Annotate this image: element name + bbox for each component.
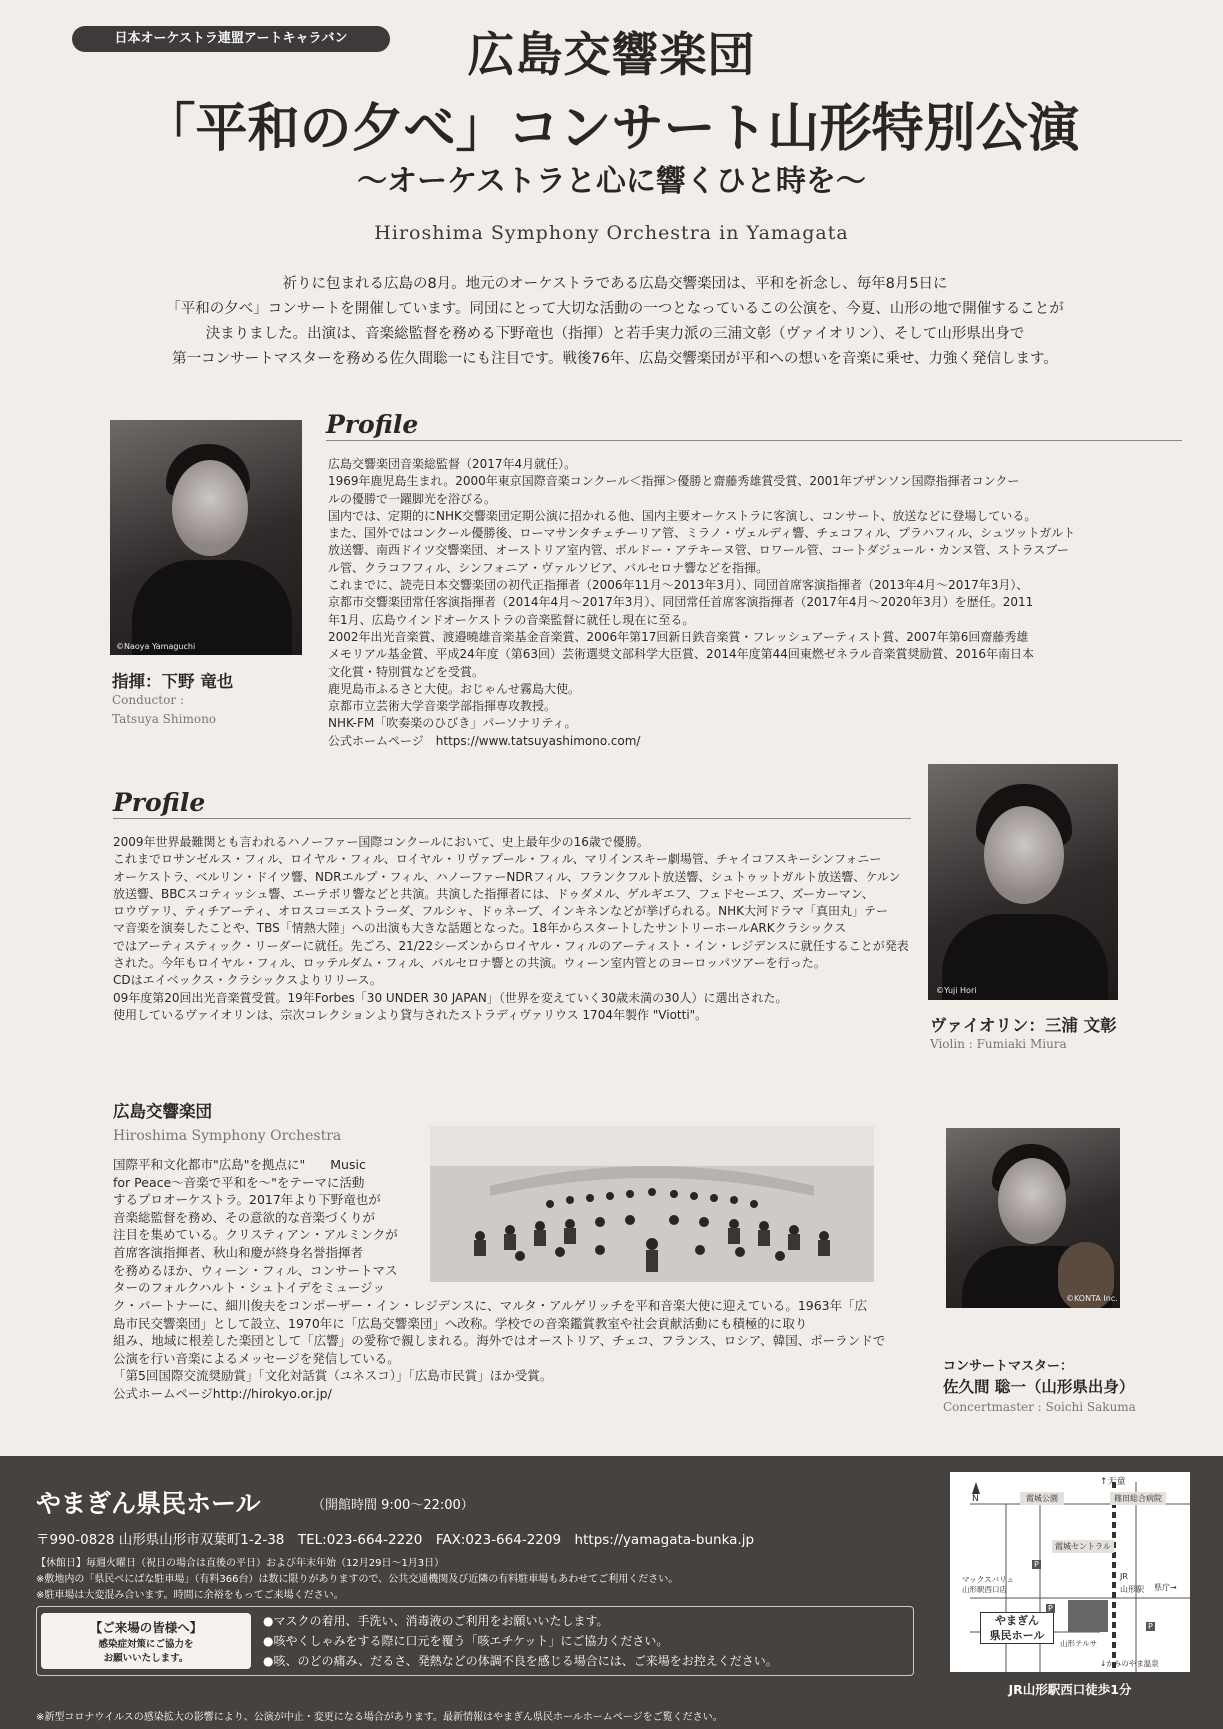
english-title: Hiroshima Symphony Orchestra in Yamagata (374, 222, 849, 244)
bio-line: 京都市交響楽団常任客演指揮者（2014年4月〜2017年3月）、同団常任首席客演指揮者（2017年4月〜2020年3月）を歴任。2011 (328, 595, 1034, 610)
parking-icon: P (1148, 1622, 1153, 1631)
map-label-maxvalu-store: 山形駅西口店 (962, 1585, 1007, 1594)
notice-items (263, 1611, 911, 1671)
notice-subheading: 感染症対策にご協力を (98, 1639, 194, 1650)
bio-line: 注目を集めている。クリスティアン・アルミンクが (113, 1227, 398, 1243)
bio-line: マ音楽を演奏したことや、TBS「情熱大陸」への出演も大きな話題となった。18年からスタートしたサントリーホールARKクラシックス (113, 921, 847, 936)
intro-line: 第一コンサートマスターを務める佐久間聡一にも注目です。戦後76年、広島交響楽団が平和への想いを音楽に乗せ、力強く発信します。 (172, 351, 1058, 367)
venue-address: 〒990-0828 山形県山形市双葉町1-2-38 TEL:023-664-2220 FAX:023-664-2209 https://yamagata-bunka.jp (36, 1532, 755, 1548)
map-label-hospital: 篠田総合病院 (1110, 1492, 1166, 1505)
orchestra-english-name: Hiroshima Symphony Orchestra (113, 1128, 342, 1144)
divider (113, 818, 911, 819)
bio-line: するプロオーケストラ。2017年より下野竜也が (113, 1192, 381, 1208)
bio-line: 2009年世界最難関とも言われるハノーファー国際コンクールにおいて、史上最年少の16歳で優勝。 (113, 835, 649, 849)
bio-line: 09年度第20回出光音楽賞受賞。19年Forbes「30 UNDER 30 JAPAN」（世界を変えていく30歳未満の30人）に選出された。 (113, 990, 788, 1005)
bio-line: これまでに、読売日本交響楽団の初代正指揮者（2006年11月〜2013年3月）、同団首席客演指揮者（2013年4月〜2017年3月）、 (328, 578, 1029, 593)
bio-line: 組み、地域に根差した楽団として「広響」の愛称で親しまれる。海外ではオーストリア、チェコ、フランス、ロシア、韓国、ポーランドで (113, 1333, 886, 1349)
bio-line: ではアーティスティック・リーダーに就任。先ごろ、21/22シーズンからロイヤル・フィルのアーティスト・イン・レジデンスに就任することが発表された。今年もロイヤル・フィル、ロッテルダム・フィル、バルセロナ響との共演。ウィーン室内管とのヨーロッパツアーを行った。 (113, 938, 909, 971)
bio-line: また、国外ではコンクール優勝後、ローマサンタチェチーリア管、ミラノ・ヴェルディ響、チェコフィル、プラハフィル、シュツットガルト (328, 526, 1076, 541)
bio-line: 「第5回国際交流奨励賞」「文化対話賞（ユネスコ）」「広島市民賞」ほか受賞。 (113, 1368, 553, 1384)
violinist-profile-heading: Profile (113, 788, 206, 817)
violinist-photo-credit: ©Yuji Hori (936, 986, 977, 995)
bio-line: 公式ホームページhttp://hirokyo.or.jp/ (113, 1385, 332, 1401)
bio-line: ル管、クラコフフィル、シンフォニア・ヴァルソビア、バルセロナ響などを指揮。 (328, 560, 769, 575)
bio-line: 2002年出光音楽賞、渡邉曉雄音楽基金音楽賞、2006年第17回新日鉄音楽賞・フレッシュアーティスト賞、2007年第6回齋藤秀雄 (328, 629, 1029, 644)
bio-line: 鹿児島市ふるさと大使。おじゃんせ霧島大使。 (328, 681, 581, 696)
concertmaster-role: コンサートマスター： (943, 1359, 1074, 1374)
intro-text (100, 272, 1130, 372)
conductor-english-name: Tatsuya Shimono (112, 712, 217, 726)
bio-line: 放送響、南西ドイツ交響楽団、オーストリア室内管、ボルドー・アテキーヌ管、ロワール管、コートダジュール・カンヌ管、ストラスブー (328, 543, 1069, 558)
map-label-park: 霞城公園 (1020, 1492, 1064, 1505)
bio-line: NHK-FM「吹奏楽のひびき」パーソナリティ。 (328, 716, 577, 731)
map-label-hall (980, 1612, 1054, 1644)
series-badge: 日本オーケストラ連盟アートキャラバン (72, 26, 390, 52)
notice-subheading: お願いいたします。 (103, 1653, 189, 1664)
bio-line: 公式ホームページ https://www.tatsuyashimono.com/ (328, 733, 641, 748)
concertmaster-photo-credit: ©KONTA Inc. (1066, 1294, 1118, 1303)
venue-hours: （開館時間 9:00〜22:00） (312, 1498, 474, 1513)
violinist-bio (113, 834, 913, 1024)
violinist-name: ヴァイオリン：三浦 文彰 (930, 1016, 1117, 1035)
orchestra-bio-wide (113, 1297, 903, 1403)
bio-line: ク・パートナーに、細川俊夫をコンポーザー・イン・レジデンスに、マルタ・アルゲリッチを平和音楽大使に迎えている。1963年「広 (113, 1298, 868, 1313)
parking-note: ※駐車場は大変混み合います。時間に余裕をもってご来場ください。 (36, 1590, 344, 1601)
conductor-profile-heading: Profile (326, 410, 419, 439)
map-label-kaminoyama: ↓かみのやま温泉 (1100, 1659, 1159, 1668)
map-access-note: JR山形駅西口徒歩1分 (1008, 1682, 1132, 1697)
concertmaster-english-name: Concertmaster : Soichi Sakuma (943, 1400, 1136, 1414)
north-marker: N (972, 1494, 979, 1504)
map-label-kencho: 県庁→ (1154, 1583, 1177, 1592)
page-title: 広島交響楽団 (467, 28, 756, 83)
conductor-name: 指揮：下野 竜也 (112, 672, 234, 691)
bio-line: 文化賞・特別賞などを受賞。 (328, 664, 485, 679)
map-label-station: 山形駅 (1120, 1585, 1144, 1594)
bio-line: 放送響、BBCスコティッシュ響、エーテボリ響などと共演。共演した指揮者には、ドゥダメル、ゲルギエフ、フェドセーエフ、ズーカーマン、 (113, 886, 874, 901)
bio-line: CDはエイベックス・クラシックスよりリリース。 (113, 973, 382, 988)
map-label-jr: JR (1120, 1572, 1128, 1581)
notice-item: ●マスクの着用、手洗い、消毒液のご利用をお願いいたします。 (263, 1614, 609, 1628)
map-label-maxvalu: マックスバリュ (962, 1575, 1014, 1584)
bio-line: 年1月、広島ウインドオーケストラの音楽監督に就任し現在に至る。 (328, 612, 695, 627)
bio-line: これまでロサンゼルス・フィル、ロイヤル・フィル、ロイヤル・リヴァプール・フィル、マリインスキー劇場管、チャイコフスキーシンフォニー (113, 852, 882, 867)
bio-line: 京都市立芸術大学音楽学部指揮専攻教授。 (328, 699, 557, 714)
venue-map (950, 1472, 1190, 1704)
map-label-hall-line: やまぎん (995, 1614, 1039, 1627)
orchestra-bio-narrow (113, 1156, 403, 1297)
bio-line: 国内では、定期的にNHK交響楽団定期公演に招かれる他、国内主要オーケストラに客演し、コンサート、放送などに登場している。 (328, 508, 1037, 523)
venue-closed: 【休館日】毎週火曜日（祝日の場合は直後の平日）および年末年始（12月29日〜1月3日） (36, 1558, 445, 1569)
orchestra-photo (430, 1126, 874, 1282)
event-subtitle: 〜オーケストラと心に響くひと時を〜 (357, 164, 866, 199)
bio-line: 1969年鹿児島生まれ。2000年東京国際音楽コンクール＜指揮＞優勝と齋藤秀雄賞受賞、2001年ブザンソン国際指揮者コンクー (328, 474, 1020, 489)
bio-line: for Peace〜音楽で平和を〜"をテーマに活動 (113, 1174, 365, 1190)
bio-line: オーケストラ、ベルリン・ドイツ響、NDRエルプ・フィル、ハノーファーNDRフィル、フランクフルト放送響、シュトゥットガルト放送響、ケルン (113, 869, 901, 884)
parking-icon: P (1048, 1604, 1053, 1613)
covid-note: ※新型コロナウイルスの感染拡大の影響により、公演が中止・変更になる場合があります。最新情報はやまぎん県民ホールホームページをご覧ください。 (36, 1712, 723, 1723)
conductor-photo (110, 420, 302, 655)
bio-line: 広島交響楽団音楽総監督（2017年4月就任）。 (328, 457, 577, 471)
intro-line: 決まりました。出演は、音楽総監督を務める下野竜也（指揮）と若手実力派の三浦文彰（ヴァイオリン）、そして山形県出身で (205, 326, 1025, 342)
conductor-bio (328, 456, 1188, 750)
divider (326, 440, 1182, 441)
bio-line: 音楽総監督を務め、その意欲的な音楽づくりが (113, 1209, 376, 1225)
map-label-tendo: ↑天童 (1100, 1477, 1126, 1487)
visitor-notice (36, 1606, 914, 1676)
map-label-terrsa: 山形テルサ (1060, 1639, 1098, 1648)
intro-line: 祈りに包まれる広島の8月。地元のオーケストラである広島交響楽団は、平和を祈念し、毎年8月5日に (282, 276, 948, 292)
venue-name: やまぎん県民ホール (36, 1489, 261, 1518)
event-title: 「平和の夕べ」コンサート山形特別公演 (143, 98, 1080, 159)
notice-item: ●咳やくしゃみをする際に口元を覆う「咳エチケット」にご協力ください。 (263, 1634, 669, 1648)
map-label-central: 霞城セントラル (1052, 1540, 1114, 1553)
bio-line: メモリアル基金賞、平成24年度（第63回）芸術選奨文部科学大臣賞、2014年度第44回東燃ゼネラル音楽賞奨励賞、2016年南日本 (328, 647, 1035, 662)
map-label-hall-line: 県民ホール (989, 1629, 1045, 1642)
concertmaster-name: 佐久間 聡一（山形県出身） (943, 1378, 1135, 1396)
intro-line: 「平和の夕べ」コンサートを開催しています。同団にとって大切な活動の一つとなっているこの公演を、今夏、山形の地で開催することが (166, 301, 1064, 317)
notice-label-box (41, 1613, 251, 1669)
orchestra-name: 広島交響楽団 (113, 1102, 212, 1121)
bio-line: 島市民交響楽団」として設立、1970年に「広島交響楽団」へ改称。学校での音楽鑑賞教室や社会貢献活動にも積極的に取り (113, 1315, 808, 1331)
bio-line: を務めるほか、ウィーン・フィル、コンサートマス (113, 1262, 398, 1278)
parking-icon: P (1034, 1560, 1039, 1569)
notice-item: ●咳、のどの痛み、だるさ、発熱などの体調不良を感じる場合には、ご来場をお控えください。 (263, 1654, 778, 1668)
bio-line: 首席客演指揮者、秋山和慶が終身名誉指揮者 (113, 1244, 364, 1260)
violinist-photo (928, 764, 1118, 1000)
notice-heading: 【ご来場の皆様へ】 (89, 1620, 203, 1635)
violinist-english-name: Violin : Fumiaki Miura (930, 1037, 1067, 1051)
bio-line: ルの優勝で一躍脚光を浴びる。 (328, 491, 497, 506)
conductor-photo-credit: ©Naoya Yamaguchi (116, 642, 196, 651)
conductor-english-role: Conductor : (112, 693, 184, 707)
bio-line: 国際平和文化都市"広島"を拠点に" Music (113, 1157, 366, 1172)
concertmaster-photo (946, 1128, 1120, 1308)
bio-line: ロウヴァリ、ティチアーティ、オロスコ＝エストラーダ、フルシャ、ドゥネーブ、インキネンなどが挙げられる。NHK大河ドラマ「真田丸」テー (113, 904, 889, 919)
bio-line: 使用しているヴァイオリンは、宗次コレクションより貸与されたストラディヴァリウス 1704年製作 "Viotti"。 (113, 1007, 708, 1022)
parking-note: ※敷地内の「県民ぺにばな駐車場」（有料366台）は数に限りがありますので、公共交通機関及び近隣の有料駐車場もあわせてご利用ください。 (36, 1574, 679, 1585)
bio-line: ターのフォルクハルト・シュトイデをミュージッ (113, 1280, 386, 1296)
bio-line: 公演を行い音楽によるメッセージを発信している。 (113, 1350, 400, 1366)
